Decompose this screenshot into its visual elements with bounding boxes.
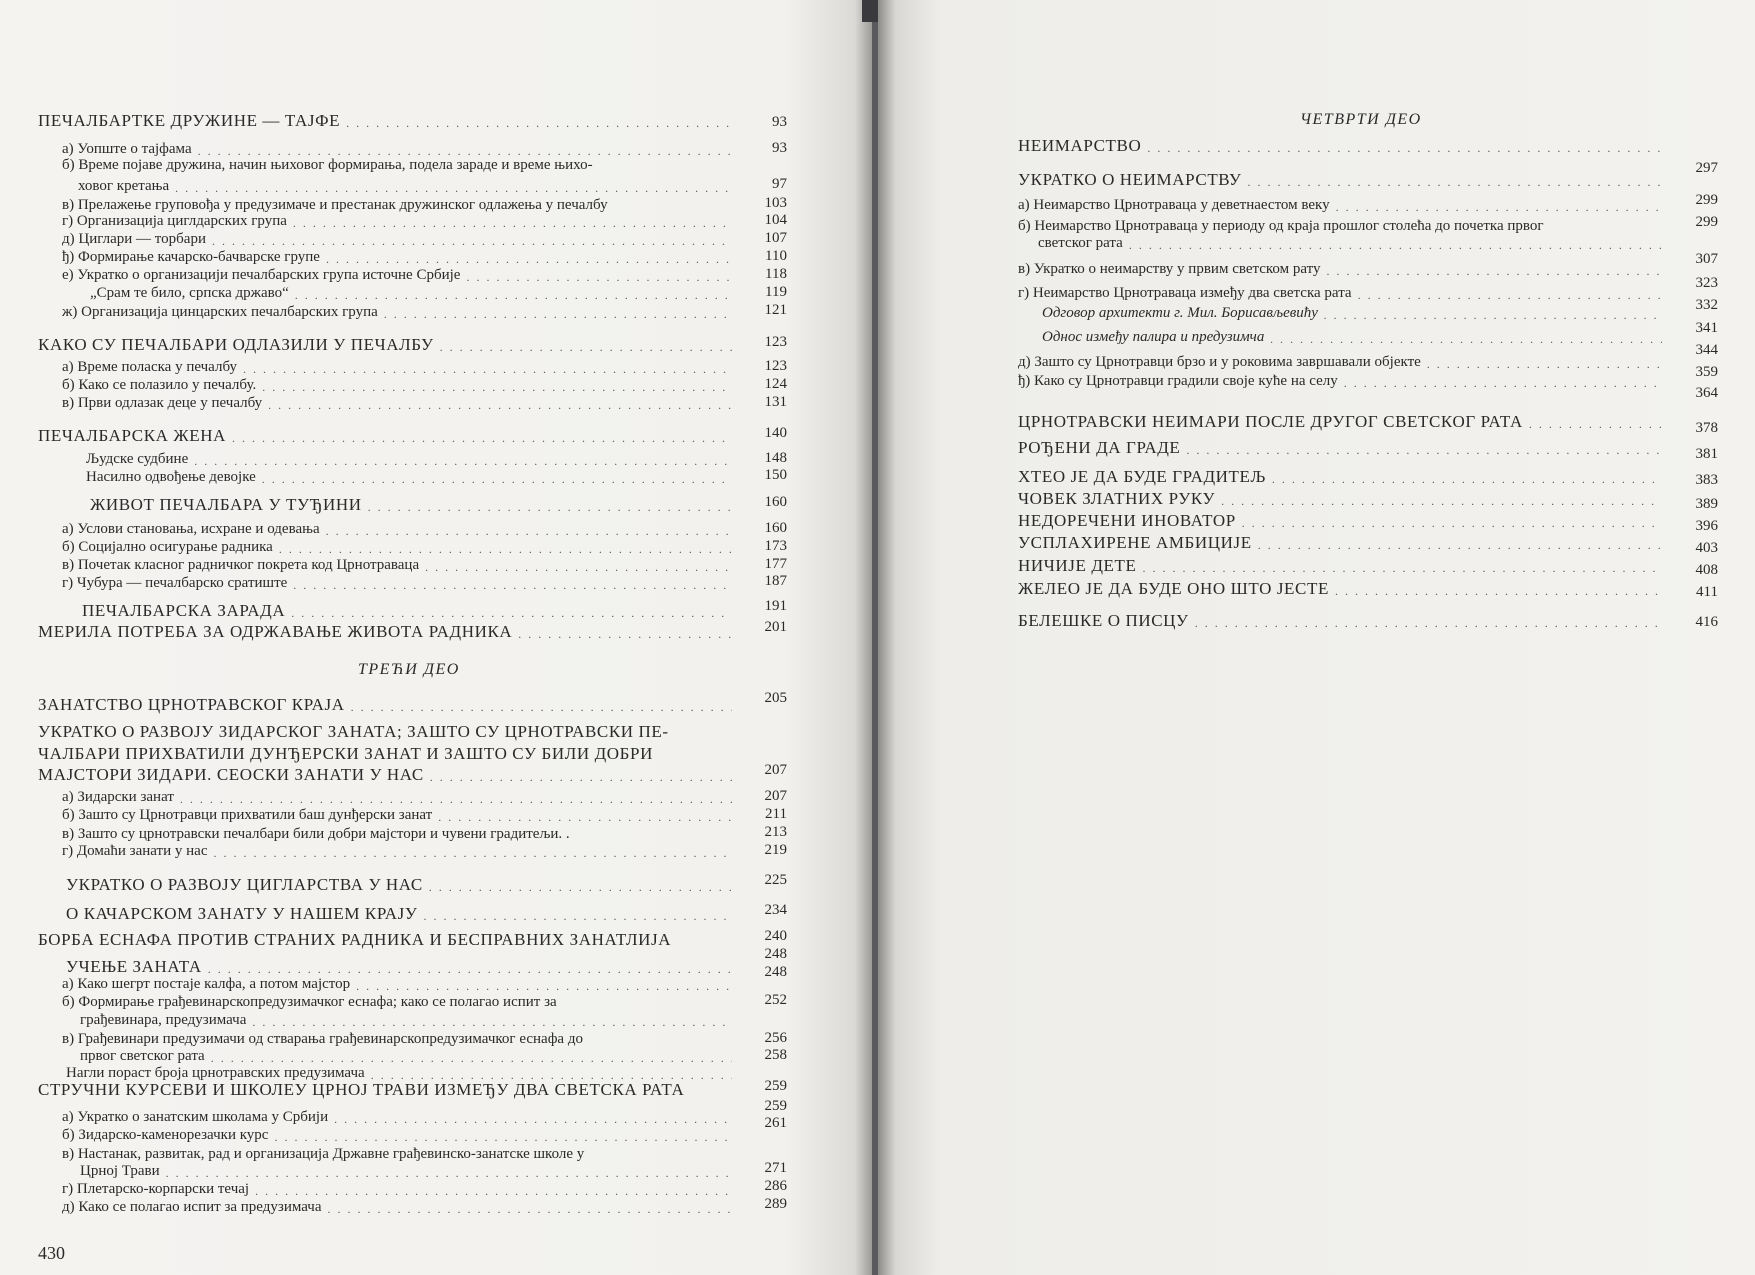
- toc-entry-title: д) Зашто су Црнотравци брзо и у роковима завршавали објекте: [1018, 354, 1421, 370]
- toc-entry-page: 299: [1695, 214, 1718, 230]
- toc-entry-title: ЦРНОТРАВСКИ НЕИМАРИ ПОСЛЕ ДРУГОГ СВЕТСКОГ РАТА: [1018, 412, 1523, 431]
- toc-entry-page: 259: [764, 1078, 787, 1094]
- toc-entry: [80, 1013, 738, 1029]
- toc-entry: [1018, 355, 1668, 371]
- toc-entry: [86, 452, 738, 468]
- toc-entry: [1018, 468, 1668, 486]
- toc-entry-title: Однос између палира и предузимча: [1042, 329, 1265, 345]
- toc-entry: [1018, 512, 1668, 530]
- toc-entry-page: 160: [764, 494, 787, 510]
- toc-entry-page: 123: [764, 358, 787, 374]
- toc-entry-title: БЕЛЕШКЕ О ПИСЦУ: [1018, 611, 1189, 630]
- toc-entry-page: 219: [764, 842, 787, 858]
- part-title: ТРЕЋИ ДЕО: [358, 661, 460, 678]
- toc-entry-title: б) Неимарство Црнотраваца у периоду од краја прошлог столећа до почетка првог: [1018, 218, 1544, 234]
- toc-entry: [1038, 236, 1668, 252]
- toc-entry-page: 396: [1695, 518, 1718, 534]
- toc-entry: [62, 214, 738, 230]
- toc-entry: [1018, 490, 1668, 508]
- toc-entry-title: е) Укратко о организацији печалбарских група источне Србије: [62, 267, 461, 283]
- toc-entry-title: УКРАТКО О РАЗВОЈУ ЗИДАРСКОГ ЗАНАТА; ЗАШТО СУ ЦРНОТРАВСКИ ПЕ-: [38, 722, 669, 741]
- toc-entry-title: а) Како шегрт постаје калфа, а потом мајстор: [62, 976, 351, 992]
- toc-entry: [62, 250, 738, 266]
- toc-entry-title: Насилно одвођење девојке: [86, 469, 256, 485]
- toc-entry: [1018, 171, 1668, 189]
- toc-entry-title: грађевинара, предузимача: [80, 1012, 247, 1028]
- toc-entry: [1042, 306, 1668, 322]
- toc-entry-title: ЧОВЕК ЗЛАТНИХ РУКУ: [1018, 489, 1216, 508]
- toc-entry-title: светског рата: [1038, 235, 1123, 251]
- toc-entry-title: б) Време појаве дружина, начин њиховог формирања, подела зараде и време њихо-: [62, 157, 593, 173]
- toc-entry-page: 104: [764, 212, 787, 228]
- toc-entry-title: БОРБА ЕСНАФА ПРОТИВ СТРАНИХ РАДНИКА И БЕСПРАВНИХ ЗАНАТЛИЈА: [38, 930, 672, 949]
- toc-entry-title: НЕДОРЕЧЕНИ ИНОВАТОР: [1018, 511, 1236, 530]
- toc-entry-title: ЖЕЛЕО ЈЕ ДА БУДЕ ОНО ШТО ЈЕСТЕ: [1018, 579, 1329, 598]
- toc-entry-page: 124: [764, 376, 787, 392]
- toc-entry-title: б) Зашто су Црнотравци прихватили баш дунђерски занат: [62, 807, 433, 823]
- toc-entry-title: НЕИМАРСТВО: [1018, 136, 1142, 155]
- toc-entry-page: 332: [1695, 297, 1718, 313]
- toc-entry: [62, 142, 738, 158]
- toc-entry-title: г) Чубура — печалбарско сратиште: [62, 575, 288, 591]
- toc-entry: [1018, 439, 1668, 457]
- toc-entry: [1018, 286, 1668, 302]
- toc-entry-page: 408: [1695, 562, 1718, 578]
- toc-entry: [1018, 580, 1668, 598]
- toc-entry: [62, 1182, 738, 1198]
- toc-entry-page: 411: [1696, 584, 1718, 600]
- toc-entry-title: д) Како се полагао испит за предузимача: [62, 1199, 322, 1215]
- toc-entry: [66, 876, 738, 894]
- toc-entry-page: 93: [772, 140, 787, 156]
- toc-entry-title: ђ) Формирање качарско-бачварске групе: [62, 249, 320, 265]
- toc-entry-page: 234: [764, 902, 787, 918]
- toc-entry-page: 389: [1695, 496, 1718, 512]
- toc-entry-title: б) Како се полазило у печалбу.: [62, 377, 257, 393]
- toc-entry-page: 205: [764, 690, 787, 706]
- toc-entry-title: СТРУЧНИ КУРСЕВИ И ШКОЛЕУ ЦРНОЈ ТРАВИ ИЗМЕЂУ ДВА СВЕТСКА РАТА: [38, 1080, 685, 1099]
- toc-entry: [78, 179, 738, 195]
- page-number: 430: [38, 1243, 65, 1263]
- toc-entry-page: 93: [772, 114, 787, 130]
- toc-entry-title: МЕРИЛА ПОТРЕБА ЗА ОДРЖАВАЊЕ ЖИВОТА РАДНИКА: [38, 622, 513, 641]
- toc-entry: [62, 844, 738, 860]
- toc-entry-page: 207: [764, 762, 787, 778]
- toc-entry-page: 140: [764, 425, 787, 441]
- right-page: [878, 0, 1755, 1275]
- toc-entry: [38, 336, 738, 354]
- toc-entry-title: в) Први одлазак деце у печалбу: [62, 395, 263, 411]
- toc-entry-title: ж) Организација цинцарских печалбарских група: [62, 304, 378, 320]
- toc-entry-page: 344: [1695, 342, 1718, 358]
- toc-entry-page: 160: [764, 520, 787, 536]
- part-title: ЧЕТВРТИ ДЕО: [1300, 111, 1422, 128]
- toc-entry: [1018, 557, 1668, 575]
- toc-entry-page: 240: [764, 928, 787, 944]
- toc-entry-page: 289: [764, 1196, 787, 1212]
- toc-entry: [82, 602, 738, 620]
- toc-entry-title: Нагли пораст броја црнотравских предузимача: [66, 1065, 365, 1081]
- toc-entry-title: ховог кретања: [78, 178, 170, 194]
- toc-entry-page: 211: [765, 806, 787, 822]
- toc-entry-page: 118: [765, 266, 787, 282]
- toc-entry-page: 297: [1695, 160, 1718, 176]
- toc-entry-title: г) Плетарско-корпарски течај: [62, 1181, 250, 1197]
- toc-entry-title: ПЕЧАЛБАРСКА ЗАРАДА: [82, 601, 286, 620]
- toc-entry: [1018, 612, 1668, 630]
- toc-entry: [62, 790, 738, 806]
- toc-entry: [1018, 534, 1668, 552]
- toc-entry-title: а) Време поласка у печалбу: [62, 359, 238, 375]
- toc-entry-title: в) Прелажење груповођа у предузимаче и престанак дружинског одлажења у печалбу: [62, 197, 608, 213]
- toc-entry-title: а) Укратко о занатским школама у Србији: [62, 1109, 329, 1125]
- toc-entry: [1018, 413, 1668, 431]
- toc-entry: [62, 360, 738, 376]
- toc-entry-page: 248: [764, 946, 787, 962]
- toc-entry: [38, 766, 738, 784]
- toc-entry: [90, 496, 738, 514]
- toc-entry: [62, 808, 738, 824]
- toc-entry-page: 213: [764, 824, 787, 840]
- toc-entry: [86, 470, 738, 486]
- toc-entry: [62, 396, 738, 412]
- left-page: [0, 0, 872, 1275]
- toc-entry-title: в) Укратко о неимарству у првим светском рату: [1018, 261, 1321, 277]
- toc-entry-title: ЧАЛБАРИ ПРИХВАТИЛИ ДУНЂЕРСКИ ЗАНАТ И ЗАШТО СУ БИЛИ ДОБРИ: [38, 744, 653, 763]
- toc-entry-page: 403: [1695, 540, 1718, 556]
- toc-entry: [90, 286, 738, 302]
- toc-entry: [62, 268, 738, 284]
- toc-entry-title: КАКО СУ ПЕЧАЛБАРИ ОДЛАЗИЛИ У ПЕЧАЛБУ: [38, 335, 434, 354]
- toc-entry-title: а) Зидарски занат: [62, 789, 174, 805]
- toc-entry-title: ПЕЧАЛБАРТКЕ ДРУЖИНЕ — ТАЈФЕ: [38, 111, 341, 130]
- toc-entry-page: 187: [764, 573, 787, 589]
- toc-entry-page: 256: [764, 1030, 787, 1046]
- toc-entry: [1018, 262, 1668, 278]
- toc-entry-title: Људске судбине: [86, 451, 189, 467]
- toc-entry-title: в) Зашто су црнотравски печалбари били добри мајстори и чувени градитељи. .: [62, 826, 570, 842]
- toc-entry-page: 381: [1695, 446, 1718, 462]
- toc-entry-title: б) Зидарско-каменорезачки курс: [62, 1127, 269, 1143]
- toc-entry-title: О КАЧАРСКОМ ЗАНАТУ У НАШЕМ КРАЈУ: [66, 904, 418, 923]
- toc-entry-title: „Срам те било, српска државо“: [90, 285, 289, 301]
- toc-entry-page: 150: [764, 467, 787, 483]
- toc-entry: [1018, 374, 1668, 390]
- toc-entry: [1018, 198, 1668, 214]
- toc-entry-page: 252: [764, 992, 787, 1008]
- toc-entry-title: ЖИВОТ ПЕЧАЛБАРА У ТУЂИНИ: [90, 495, 362, 514]
- toc-entry-title: УКРАТКО О НЕИМАРСТВУ: [1018, 170, 1242, 189]
- toc-entry-page: 258: [764, 1047, 787, 1063]
- toc-entry: [38, 427, 738, 445]
- toc-entry-page: 103: [764, 195, 787, 211]
- toc-entry-page: 121: [764, 302, 787, 318]
- toc-entry-page: 307: [1695, 251, 1718, 267]
- toc-entry-title: ХТЕО ЈЕ ДА БУДЕ ГРАДИТЕЉ: [1018, 467, 1266, 486]
- toc-entry-title: РОЂЕНИ ДА ГРАДЕ: [1018, 438, 1181, 457]
- toc-entry: [66, 905, 738, 923]
- toc-entry-page: 416: [1695, 614, 1718, 630]
- toc-entry: [62, 1200, 738, 1216]
- toc-entry-page: 107: [764, 230, 787, 246]
- toc-entry-page: 341: [1695, 320, 1718, 336]
- toc-entry-title: а) Неимарство Црнотраваца у деветнаестом веку: [1018, 197, 1330, 213]
- toc-entry: [1018, 137, 1668, 155]
- toc-entry-title: д) Циглари — торбари: [62, 231, 206, 247]
- toc-entry-page: 110: [765, 248, 787, 264]
- toc-entry: [62, 232, 738, 248]
- toc-entry: [62, 977, 738, 993]
- toc-entry-title: УКРАТКО О РАЗВОЈУ ЦИГЛАРСТВА У НАС: [66, 875, 423, 894]
- toc-entry: [62, 1128, 738, 1144]
- toc-entry-title: г) Домаћи занати у нас: [62, 843, 208, 859]
- toc-entry-page: 148: [764, 450, 787, 466]
- toc-entry-title: г) Организација циглдарских група: [62, 213, 287, 229]
- toc-entry: [62, 540, 738, 556]
- toc-entry-page: 173: [764, 538, 787, 554]
- toc-entry-title: г) Неимарство Црнотраваца између два светска рата: [1018, 285, 1352, 301]
- toc-entry-title: ЗАНАТСТВО ЦРНОТРАВСКОГ КРАЈА: [38, 695, 345, 714]
- toc-entry-page: 364: [1695, 385, 1718, 401]
- toc-entry-page: 248: [764, 964, 787, 980]
- toc-entry: [66, 958, 738, 976]
- toc-entry-title: б) Социјално осигурање радника: [62, 539, 273, 555]
- toc-entry: [62, 1110, 738, 1126]
- toc-entry-page: 131: [764, 394, 787, 410]
- toc-entry: [62, 378, 738, 394]
- toc-entry-page: 383: [1695, 472, 1718, 488]
- toc-entry-page: 323: [1695, 275, 1718, 291]
- toc-entry-page: 119: [765, 284, 787, 300]
- toc-entry-title: а) Уопште о тајфама: [62, 141, 192, 157]
- toc-entry-title: НИЧИЈЕ ДЕТЕ: [1018, 556, 1137, 575]
- toc-entry: [1042, 330, 1668, 346]
- toc-entry-title: УСПЛАХИРЕНЕ АМБИЦИЈЕ: [1018, 533, 1252, 552]
- toc-entry-page: 259: [764, 1098, 787, 1114]
- toc-entry-page: 299: [1695, 192, 1718, 208]
- toc-entry: [62, 305, 738, 321]
- toc-entry-title: МАЈСТОРИ ЗИДАРИ. СЕОСКИ ЗАНАТИ У НАС: [38, 765, 424, 784]
- toc-entry-title: првог светског рата: [80, 1048, 205, 1064]
- toc-entry-title: Одговор архитекти г. Мил. Борисављевићу: [1042, 305, 1318, 321]
- toc-entry-title: в) Настанак, развитак, рад и организација Државне грађевинско-занатске школе у: [62, 1146, 585, 1162]
- toc-entry-title: а) Услови становања, исхране и одевања: [62, 521, 320, 537]
- toc-entry: [38, 623, 738, 641]
- toc-entry: [62, 558, 738, 574]
- toc-entry: [80, 1164, 738, 1180]
- toc-entry-page: 378: [1695, 420, 1718, 436]
- toc-entry-title: УЧЕЊЕ ЗАНАТА: [66, 957, 202, 976]
- toc-entry: [38, 696, 738, 714]
- toc-entry-page: 225: [764, 872, 787, 888]
- toc-entry: [62, 576, 738, 592]
- toc-entry-title: в) Почетак класног радничког покрета код Црнотраваца: [62, 557, 420, 573]
- toc-entry-page: 177: [764, 556, 787, 572]
- toc-entry-title: б) Формирање грађевинарскопредузимачког еснафа; како се полагао испит за: [62, 994, 557, 1010]
- toc-entry: [62, 522, 738, 538]
- toc-entry-page: 207: [764, 788, 787, 804]
- toc-entry-page: 271: [764, 1160, 787, 1176]
- toc-entry: [80, 1049, 738, 1065]
- toc-entry-title: в) Грађевинари предузимачи од стварања грађевинарскопредузимачког еснафа до: [62, 1031, 583, 1047]
- toc-entry-page: 359: [1695, 364, 1718, 380]
- toc-entry-page: 286: [764, 1178, 787, 1194]
- toc-entry-page: 97: [772, 176, 787, 192]
- toc-entry-page: 201: [764, 619, 787, 635]
- toc-entry-title: ђ) Како су Црнотравци градили своје куће на селу: [1018, 373, 1338, 389]
- toc-entry-page: 191: [764, 598, 787, 614]
- toc-entry-title: ПЕЧАЛБАРСКА ЖЕНА: [38, 426, 226, 445]
- toc-entry-page: 261: [764, 1115, 787, 1131]
- toc-entry: [38, 112, 738, 130]
- toc-entry-page: 123: [764, 334, 787, 350]
- toc-entry-title: Црној Трави: [80, 1163, 160, 1179]
